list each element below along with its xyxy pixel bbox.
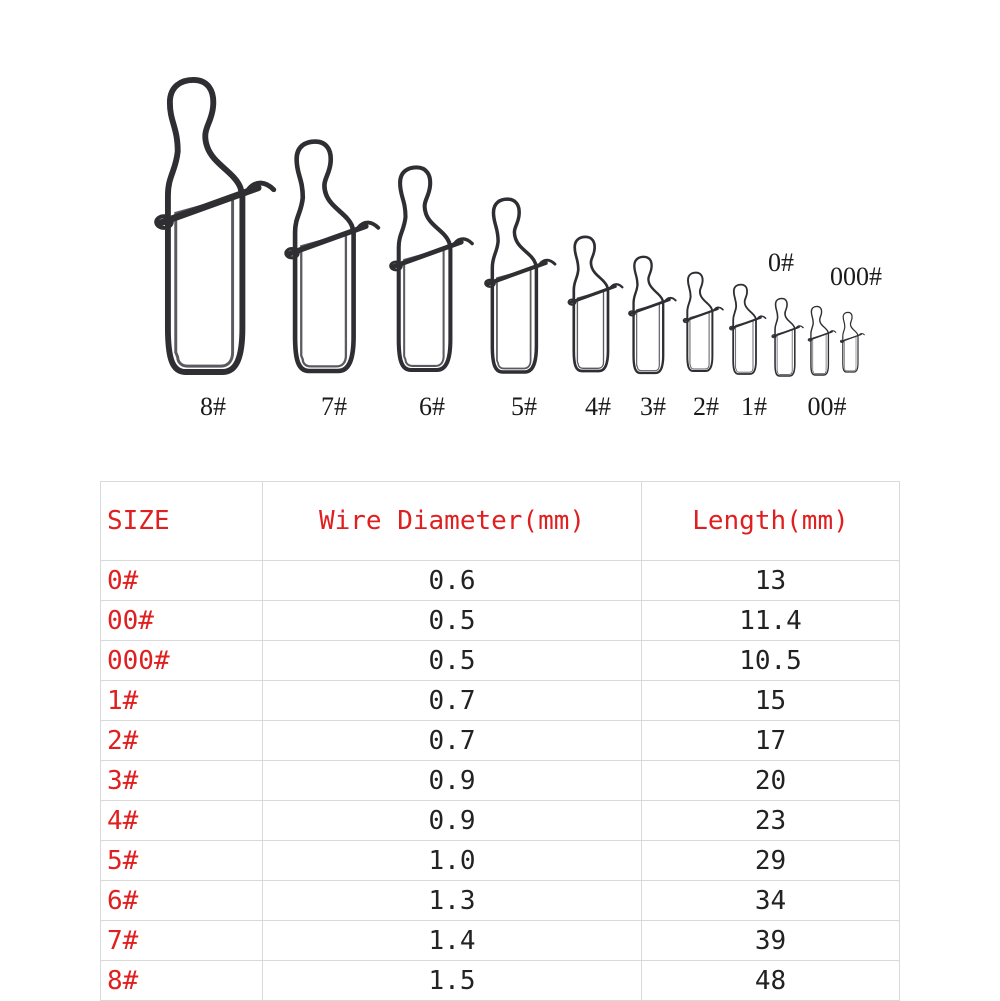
cell-size: 2# xyxy=(101,721,263,761)
table-row xyxy=(101,601,900,641)
cell-wire-diameter: 1.5 xyxy=(263,961,642,1001)
cell-wire-diameter: 0.9 xyxy=(263,801,642,841)
cell-wire-diameter: 0.5 xyxy=(263,601,642,641)
snap-00-icon xyxy=(808,306,836,375)
table-row xyxy=(101,841,900,881)
snap-7-icon xyxy=(286,142,378,371)
cell-length: 48 xyxy=(642,961,900,1001)
column-header-size: SIZE xyxy=(101,482,263,561)
table-header-row xyxy=(101,482,900,561)
snap-size-label: 5# xyxy=(511,392,537,421)
spec-table xyxy=(100,481,900,1001)
cell-size: 3# xyxy=(101,761,263,801)
snap-size-label: 7# xyxy=(321,392,347,421)
column-header-wire-diameter: Wire Diameter(mm) xyxy=(263,482,642,561)
cell-length: 23 xyxy=(642,801,900,841)
snap-0-icon xyxy=(772,299,803,376)
cell-wire-diameter: 0.9 xyxy=(263,761,642,801)
snap-illustration xyxy=(0,0,1000,450)
cell-size: 6# xyxy=(101,881,263,921)
table-row xyxy=(101,721,900,761)
snap-3-icon xyxy=(629,257,676,373)
table-row xyxy=(101,761,900,801)
snap-5-icon xyxy=(485,199,555,372)
snap-2-icon xyxy=(683,273,723,371)
cell-size: 000# xyxy=(101,641,263,681)
column-header-length: Length(mm) xyxy=(642,482,900,561)
cell-wire-diameter: 1.0 xyxy=(263,841,642,881)
snap-size-label: 000# xyxy=(830,262,882,291)
cell-length: 39 xyxy=(642,921,900,961)
cell-length: 34 xyxy=(642,881,900,921)
cell-size: 8# xyxy=(101,961,263,1001)
snap-size-label: 4# xyxy=(585,392,611,421)
cell-size: 4# xyxy=(101,801,263,841)
cell-size: 5# xyxy=(101,841,263,881)
snap-6-icon xyxy=(391,167,473,370)
table-row xyxy=(101,921,900,961)
cell-length: 13 xyxy=(642,561,900,601)
cell-length: 15 xyxy=(642,681,900,721)
snap-size-label: 0# xyxy=(768,248,794,277)
table-row xyxy=(101,881,900,921)
cell-size: 7# xyxy=(101,921,263,961)
snap-8-icon xyxy=(156,80,274,372)
cell-length: 20 xyxy=(642,761,900,801)
cell-size: 1# xyxy=(101,681,263,721)
snap-size-label: 00# xyxy=(807,392,847,421)
snap-size-label: 8# xyxy=(200,392,226,421)
cell-wire-diameter: 0.7 xyxy=(263,681,642,721)
cell-size: 0# xyxy=(101,561,263,601)
cell-wire-diameter: 1.3 xyxy=(263,881,642,921)
cell-wire-diameter: 1.4 xyxy=(263,921,642,961)
cell-wire-diameter: 0.7 xyxy=(263,721,642,761)
cell-length: 10.5 xyxy=(642,641,900,681)
table-row xyxy=(101,801,900,841)
cell-length: 17 xyxy=(642,721,900,761)
snap-000-icon xyxy=(840,312,864,372)
table-row xyxy=(101,681,900,721)
cell-length: 29 xyxy=(642,841,900,881)
snap-1-icon xyxy=(730,285,766,374)
table-row xyxy=(101,641,900,681)
cell-length: 11.4 xyxy=(642,601,900,641)
cell-size: 00# xyxy=(101,601,263,641)
snap-size-label: 1# xyxy=(741,392,767,421)
snap-size-label: 3# xyxy=(640,392,666,421)
snap-layer xyxy=(156,80,864,376)
cell-wire-diameter: 0.6 xyxy=(263,561,642,601)
table-row xyxy=(101,561,900,601)
table-row xyxy=(101,961,900,1001)
cell-wire-diameter: 0.5 xyxy=(263,641,642,681)
snap-size-label: 6# xyxy=(419,392,445,421)
snap-size-label: 2# xyxy=(693,392,719,421)
snap-4-icon xyxy=(568,237,622,371)
